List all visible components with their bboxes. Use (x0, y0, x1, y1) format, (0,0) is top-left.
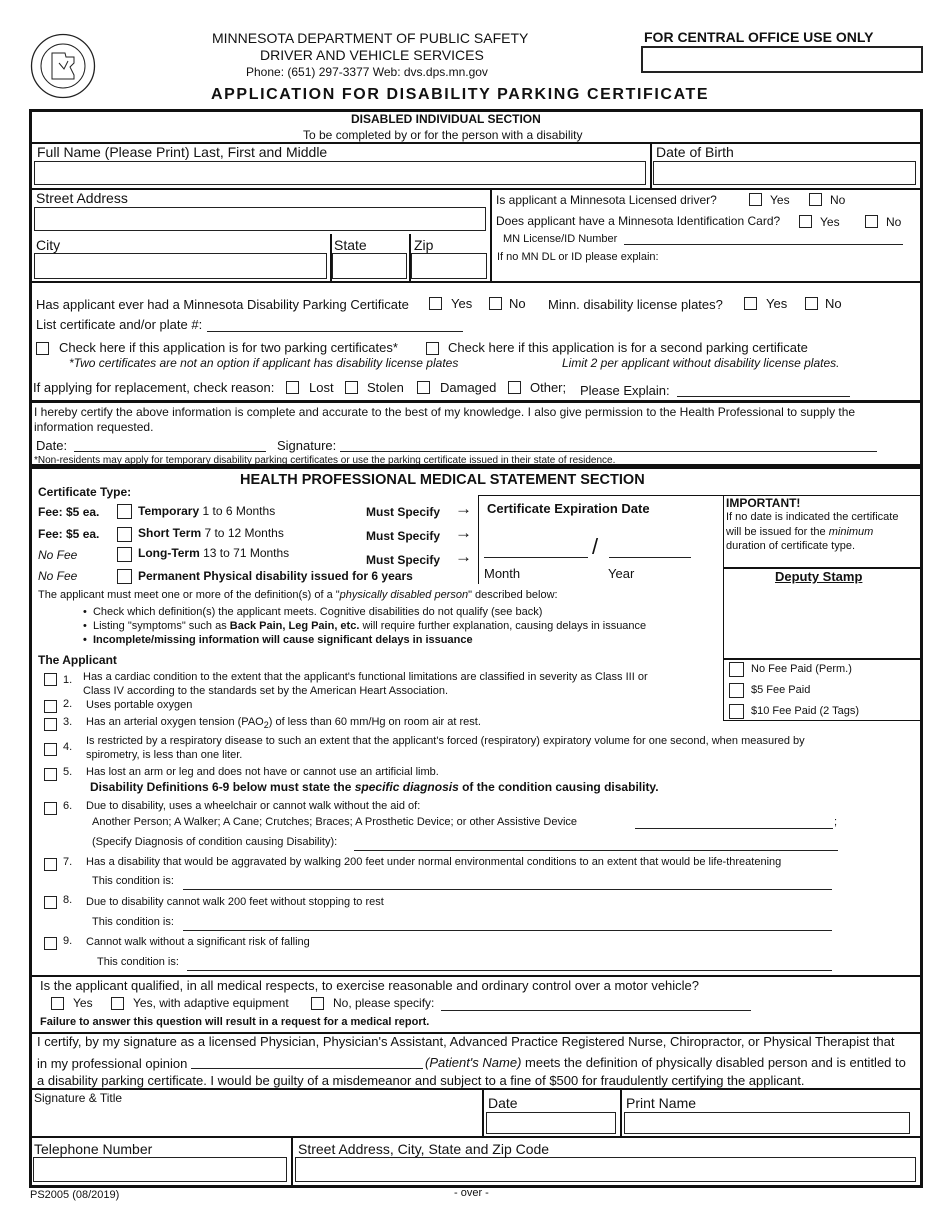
section-1-title: DISABLED INDIVIDUAL SECTION (351, 112, 541, 126)
definition-3-number: 3. (63, 716, 73, 728)
definition-2-checkbox[interactable] (44, 700, 57, 713)
bullet-3: • Incomplete/missing information will cause significant delays in issuance (83, 634, 473, 646)
lost-label: Lost (309, 380, 334, 395)
second-cert-label: Check here if this application is for a second parking certificate (448, 340, 808, 355)
important-title: IMPORTANT! (726, 496, 801, 510)
long-term-label: Long-Term 13 to 71 Months (138, 546, 290, 560)
semicolon: ; (834, 816, 838, 828)
other-checkbox[interactable] (508, 381, 521, 394)
ever-had-yes-checkbox[interactable] (429, 297, 442, 310)
header-division: DRIVER AND VEHICLE SERVICES (260, 47, 484, 63)
address-label: Street Address, City, State and Zip Code (298, 1141, 550, 1157)
two-certs-note: *Two certificates are not an option if applicant has disability license plates (69, 356, 459, 370)
id-no-label: No (886, 215, 902, 229)
licensed-yes-checkbox[interactable] (749, 193, 762, 206)
definition-9-condition-line[interactable] (187, 970, 832, 971)
definition-7-condition-label: This condition is: (92, 875, 174, 887)
plates-question: Minn. disability license plates? (548, 297, 723, 312)
definition-9-checkbox[interactable] (44, 937, 57, 950)
explain-line[interactable] (677, 396, 850, 397)
important-line-2: will be issued for the minimum (726, 526, 874, 538)
qualified-no-label: No, please specify: (333, 996, 435, 1010)
state-seal (30, 33, 96, 99)
explain-label: Please Explain: (580, 383, 670, 398)
address-field[interactable] (295, 1157, 916, 1182)
certify-line-2b: (Patient's Name) meets the definition of physically disabled person and is entitled to (425, 1055, 906, 1070)
licensed-yes-label: Yes (770, 193, 790, 207)
central-office-label: FOR CENTRAL OFFICE USE ONLY (644, 29, 874, 45)
fee5-paid-label: $5 Fee Paid (751, 684, 811, 696)
full-name-label: Full Name (Please Print) Last, First and Middle (37, 144, 328, 160)
definition-8-checkbox[interactable] (44, 896, 57, 909)
dob-label: Date of Birth (656, 144, 734, 160)
permanent-label: Permanent Physical disability issued for 6 years (138, 569, 413, 583)
patient-name-line[interactable] (191, 1068, 423, 1069)
stolen-label: Stolen (367, 380, 404, 395)
definition-4-number: 4. (63, 741, 73, 753)
stolen-checkbox[interactable] (345, 381, 358, 394)
two-certs-label: Check here if this application is for two parking certificates* (59, 340, 398, 355)
certify-line-3: a disability parking certificate. I would be guilty of a misdemeanor and subject to a fine of $500 for fraudulently certifying the applicant. (37, 1073, 805, 1088)
two-certs-checkbox[interactable] (36, 342, 49, 355)
definition-6-text: Due to disability, uses a wheelchair or cannot walk without the aid of: (86, 800, 421, 812)
fee-short-term: Fee: $5 ea. (38, 527, 100, 541)
qualified-yes-label: Yes (73, 996, 93, 1010)
section-1-subtitle: To be completed by or for the person with a disability (303, 128, 583, 142)
cert-date-line[interactable] (74, 451, 266, 452)
must-specify-3: Must Specify (366, 553, 441, 567)
failure-note: Failure to answer this question will result in a request for a medical report. (40, 1016, 430, 1028)
dob-field[interactable] (653, 161, 916, 185)
definitions-6-9-note: Disability Definitions 6-9 below must state the specific diagnosis of the condition causing disability. (90, 780, 659, 794)
definition-4-checkbox[interactable] (44, 743, 57, 756)
no-fee-paid-checkbox[interactable] (729, 662, 744, 677)
qualified-adaptive-label: Yes, with adaptive equipment (133, 996, 289, 1010)
ever-had-no-label: No (509, 296, 526, 311)
arrow-icon: → (455, 547, 472, 566)
definition-2-text: Uses portable oxygen (86, 699, 193, 711)
street-label: Street Address (36, 190, 128, 206)
certify-line-2a: in my professional opinion (37, 1056, 188, 1071)
definition-7-text: Has a disability that would be aggravated by walking 200 feet under normal environmental conditions to an extent that would be life-threatening (86, 856, 782, 868)
id-card-question: Does applicant have a Minnesota Identification Card? (496, 214, 781, 228)
print-name-label: Print Name (626, 1095, 697, 1111)
central-office-box[interactable] (641, 46, 923, 73)
licensed-driver-question: Is applicant a Minnesota Licensed driver? (496, 193, 717, 207)
print-name-field[interactable] (624, 1112, 910, 1134)
city-label: City (36, 237, 61, 253)
month-label: Month (484, 566, 521, 581)
street-field[interactable] (34, 207, 486, 231)
arrow-icon: → (455, 523, 472, 542)
cert-signature-label: Signature: (277, 438, 337, 453)
certify-text-1: I hereby certify the above information is complete and accurate to the best of my knowledge. I also give permission to the Health Professional to supply the (34, 405, 856, 419)
definition-1-text-a: Has a cardiac condition to the extent that the applicant's functional limitations are classified in severity as Class III or (83, 671, 648, 683)
nonresident-note: *Non-residents may apply for temporary disability parking certificates or use the parking certificate issued in their state of residence. (34, 455, 616, 466)
definition-4-text-a: Is restricted by a respiratory disease to such an extent that the applicant's forced (respiratory) expiratory volume for one second, when measured by (86, 735, 805, 747)
mn-license-label: MN License/ID Number (503, 233, 618, 245)
definition-5-number: 5. (63, 766, 73, 778)
replacement-label: If applying for replacement, check reason: (33, 380, 275, 395)
id-no-checkbox[interactable] (865, 215, 878, 228)
plates-no-checkbox[interactable] (805, 297, 818, 310)
cert-type-label: Certificate Type: (38, 485, 132, 499)
second-cert-checkbox[interactable] (426, 342, 439, 355)
definition-1-number: 1. (63, 674, 73, 686)
zip-field[interactable] (411, 253, 487, 279)
definition-9-condition-label: This condition is: (97, 956, 179, 968)
plates-no-label: No (825, 296, 842, 311)
definition-6-aids: Another Person; A Walker; A Cane; Crutches; Braces; A Prosthetic Device; or other Assistive Device (92, 816, 578, 828)
definition-7-checkbox[interactable] (44, 858, 57, 871)
exp-month-line[interactable] (484, 557, 588, 558)
mn-license-line[interactable] (624, 244, 903, 245)
page-title: APPLICATION FOR DISABILITY PARKING CERTIFICATE (211, 86, 710, 103)
ever-had-question: Has applicant ever had a Minnesota Disability Parking Certificate (36, 297, 409, 312)
definition-3-checkbox[interactable] (44, 718, 57, 731)
temporary-checkbox[interactable] (117, 504, 132, 519)
definition-7-condition-line[interactable] (183, 889, 832, 890)
ever-had-no-checkbox[interactable] (489, 297, 502, 310)
state-label: State (334, 237, 367, 253)
licensed-no-checkbox[interactable] (809, 193, 822, 206)
signature-title-label: Signature & Title (34, 1091, 123, 1105)
expiration-title: Certificate Expiration Date (487, 501, 650, 516)
telephone-label: Telephone Number (34, 1141, 153, 1157)
assistive-device-line[interactable] (635, 828, 833, 829)
definition-9-number: 9. (63, 935, 73, 947)
id-yes-label: Yes (820, 215, 840, 229)
form-number: PS2005 (08/2019) (30, 1189, 120, 1201)
plates-yes-checkbox[interactable] (744, 297, 757, 310)
definition-4-text-b: spirometry, is less than one liter. (86, 749, 243, 761)
short-term-checkbox[interactable] (117, 527, 132, 542)
arrow-icon: → (455, 499, 472, 518)
certify-text-2: information requested. (34, 420, 154, 434)
date-label: Date (488, 1095, 518, 1111)
temporary-label: Temporary 1 to 6 Months (138, 504, 276, 518)
definition-7-number: 7. (63, 856, 73, 868)
definition-8-number: 8. (63, 894, 73, 906)
header-agency: MINNESOTA DEPARTMENT OF PUBLIC SAFETY (212, 30, 529, 46)
definition-2-number: 2. (63, 698, 73, 710)
definition-5-text: Has lost an arm or leg and does not have or cannot use an artificial limb. (86, 766, 439, 778)
fee-permanent: No Fee (38, 569, 78, 583)
full-name-field[interactable] (34, 161, 646, 185)
telephone-field[interactable] (33, 1157, 287, 1182)
other-label: Other; (530, 380, 567, 395)
short-term-label: Short Term 7 to 12 Months (138, 526, 284, 540)
important-line-3: duration of certificate type. (726, 540, 856, 552)
fee10-paid-label: $10 Fee Paid (2 Tags) (751, 705, 860, 717)
deputy-stamp-label: Deputy Stamp (775, 569, 863, 584)
limit-note: Limit 2 per applicant without disability license plates. (562, 356, 840, 370)
city-field[interactable] (34, 253, 327, 279)
list-cert-line[interactable] (207, 331, 463, 332)
fee10-paid-checkbox[interactable] (729, 704, 744, 719)
date-slash: / (592, 534, 599, 559)
over-label: - over - (454, 1187, 489, 1199)
definition-3-text: Has an arterial oxygen tension $(PAO_2)$ of less than 60 mm/Hg on room air at rest. (86, 716, 481, 731)
plates-yes-label: Yes (766, 296, 788, 311)
the-applicant-label: The Applicant (38, 653, 117, 667)
definition-1-checkbox[interactable] (44, 673, 57, 686)
qualified-question: Is the applicant qualified, in all medical respects, to exercise reasonable and ordinary control over a motor vehicle? (40, 978, 700, 993)
definition-5-checkbox[interactable] (44, 768, 57, 781)
damaged-label: Damaged (440, 380, 497, 395)
permanent-checkbox[interactable] (117, 569, 132, 584)
damaged-checkbox[interactable] (417, 381, 430, 394)
bullet-2: • Listing "symptoms" such as Back Pain, Leg Pain, etc. will require further explanation, causing delays in issuance (83, 620, 647, 632)
definitions-intro: The applicant must meet one or more of the definition(s) of a "physically disabled person" described below: (38, 589, 558, 601)
definition-6-checkbox[interactable] (44, 802, 57, 815)
fee-temporary: Fee: $5 ea. (38, 505, 100, 519)
qualified-specify-line[interactable] (441, 1010, 751, 1011)
no-dl-explain-label: If no MN DL or ID please explain: (497, 251, 659, 263)
header-contact: Phone: (651) 297-3377 Web: dvs.dps.mn.gov (246, 65, 488, 79)
must-specify-2: Must Specify (366, 529, 441, 543)
state-field[interactable] (332, 253, 407, 279)
definition-6-diagnosis-line[interactable] (354, 850, 838, 851)
fee-long-term: No Fee (38, 548, 78, 562)
fee5-paid-checkbox[interactable] (729, 683, 744, 698)
long-term-checkbox[interactable] (117, 547, 132, 562)
lost-checkbox[interactable] (286, 381, 299, 394)
definition-6-number: 6. (63, 800, 73, 812)
must-specify-1: Must Specify (366, 505, 441, 519)
qualified-no-checkbox[interactable] (311, 997, 324, 1010)
no-fee-paid-label: No Fee Paid (Perm.) (751, 663, 852, 675)
year-label: Year (608, 566, 635, 581)
important-line-1: If no date is indicated the certificate (726, 511, 899, 523)
cert-signature-line[interactable] (340, 451, 877, 452)
bullet-1: • Check which definition(s) the applicant meets. Cognitive disabilities do not qualify (see back) (83, 606, 543, 618)
qualified-adaptive-checkbox[interactable] (111, 997, 124, 1010)
exp-year-line[interactable] (609, 557, 691, 558)
definition-9-text: Cannot walk without a significant risk of falling (86, 936, 310, 948)
definition-8-condition-label: This condition is: (92, 916, 174, 928)
ever-had-yes-label: Yes (451, 296, 473, 311)
definition-1-text-b: Class IV according to the standards set by the American Heart Association. (83, 685, 449, 697)
list-cert-label: List certificate and/or plate #: (36, 317, 203, 332)
qualified-yes-checkbox[interactable] (51, 997, 64, 1010)
section-2-title: HEALTH PROFESSIONAL MEDICAL STATEMENT SECTION (240, 472, 645, 488)
zip-label: Zip (414, 237, 434, 253)
definition-8-text: Due to disability cannot walk 200 feet without stopping to rest (86, 896, 384, 908)
certify-line-1: I certify, by my signature as a licensed Physician, Physician's Assistant, Advanced Practice Registered Nurse, Chiropractor, or Physical Therapist that (37, 1034, 895, 1049)
id-yes-checkbox[interactable] (799, 215, 812, 228)
cert-date-label: Date: (36, 438, 68, 453)
definition-6-diagnosis-label: (Specify Diagnosis of condition causing Disability): (92, 836, 338, 848)
date-field[interactable] (486, 1112, 616, 1134)
definition-8-condition-line[interactable] (183, 930, 832, 931)
licensed-no-label: No (830, 193, 846, 207)
